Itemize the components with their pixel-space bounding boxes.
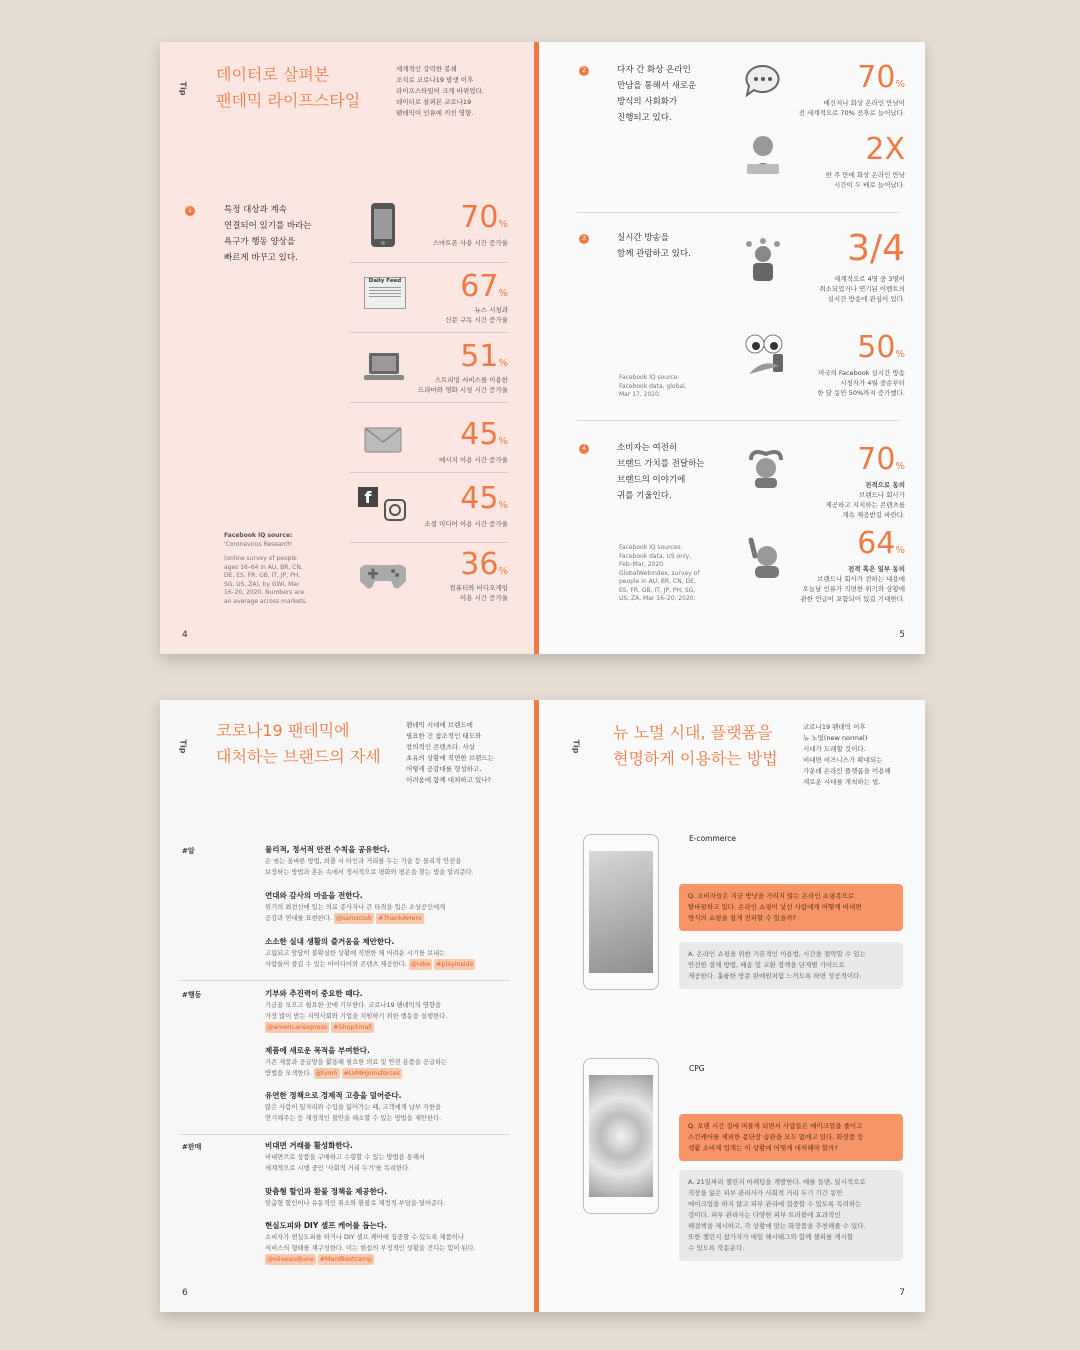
stat-value xyxy=(460,481,508,516)
video-call-person-icon xyxy=(745,132,781,176)
item-heading: 유연한 정책으로 경제적 고충을 덜어준다. xyxy=(265,1091,402,1100)
intro-line: 창의적인 콘텐츠다. 사상 xyxy=(406,743,475,751)
caption-line: 소셜 미디어 이용 시간 증가율 xyxy=(424,520,508,528)
item-text: 손 씻는 올바른 방법, 외출 시 타인과 거리를 두는 기술 등 물리적 안전을 xyxy=(265,858,462,865)
item-text: 세계적으로 시행 중인 '사회적 거리 두기'를 독려한다. xyxy=(265,1165,411,1172)
divider xyxy=(577,212,899,213)
stat-caption xyxy=(445,305,508,325)
item-heading: 비대면 거래를 활성화한다. xyxy=(265,1141,353,1150)
lead-line: 욕구가 행동 양상을 xyxy=(224,237,296,247)
caption-line: 계속 제공받길 바란다. xyxy=(842,511,905,519)
tip-label: Tip xyxy=(571,739,581,754)
intro-line: 가운데 온라인 플랫폼을 이용해 xyxy=(803,767,891,775)
case-label: E-commerce xyxy=(689,834,737,843)
item-text: 비대면으로 상품을 구매하고 수령할 수 있는 방법을 통해서 xyxy=(265,1154,425,1161)
answer-line: 메이크업을 하지 않고 피부 관리에 집중할 수 있도록 독려하는 xyxy=(688,1200,862,1208)
list-item xyxy=(265,1140,515,1174)
source-line: ES, FR, GB, IT, JP, PH, SG, xyxy=(619,586,696,594)
page-number: 7 xyxy=(899,1288,905,1298)
stat-row xyxy=(350,402,508,473)
source-line: (online survey of people xyxy=(224,555,297,562)
intro-line: 팬데믹이 인류에 끼친 영향. xyxy=(396,109,474,117)
hashtag-link[interactable]: @nike xyxy=(410,961,431,968)
divider xyxy=(577,420,899,421)
source-line: ages 16–64 in AU, BR, CN, xyxy=(224,563,303,571)
stat-number: 36 xyxy=(460,547,499,582)
title-line-2: 팬데믹 라이프스타일 xyxy=(216,91,361,110)
section-lead xyxy=(617,62,696,126)
stat-value xyxy=(460,269,508,304)
intro-text xyxy=(406,720,494,786)
caption-line: 컴퓨터와 비디오게임 xyxy=(449,584,508,592)
stat-unit: % xyxy=(498,500,508,511)
hashtag-link[interactable]: #ShopSmall xyxy=(333,1024,372,1031)
caption-line: 시간이 두 배로 늘어났다. xyxy=(833,181,905,189)
page-title xyxy=(613,720,778,772)
stat-value xyxy=(865,132,905,167)
stat-caption xyxy=(826,170,905,190)
gamepad-icon xyxy=(360,561,406,591)
answer-line: 안전한 결제 방법, 배송 및 교환 정책을 단계별 가이드로 xyxy=(688,961,845,969)
item-text: 연기해주는 등 재정적인 불안을 해소할 수 있는 방법을 제안한다. xyxy=(265,1115,442,1122)
caption-line: 한 주 만에 화상 온라인 만남 xyxy=(825,171,905,179)
lead-line: 다자 간 화상 온라인 xyxy=(617,65,691,75)
intro-line: 시대가 도래할 것이다. xyxy=(803,745,866,753)
item-heading: 물리적, 정서적 안전 수칙을 공유한다. xyxy=(265,845,390,854)
stat-unit: % xyxy=(498,566,508,577)
title-line-1: 코로나19 팬데믹에 xyxy=(216,721,350,740)
intro-line: 비대면 비즈니스가 확대되는 xyxy=(803,756,883,764)
item-text: 서비스의 형태를 재구성한다. 이는 현실의 부정적인 상황을 견디는 힘이 된다. xyxy=(265,1245,476,1252)
source-line: people in AU, BR, CN, DE, xyxy=(619,578,696,585)
top-spread xyxy=(160,42,925,654)
smartphone-icon xyxy=(370,202,396,248)
stat-number: 50 xyxy=(857,330,896,365)
section-number: 2 xyxy=(579,66,589,76)
title-line-1: 뉴 노멀 시대, 플랫폼을 xyxy=(613,723,773,742)
source-line: Feb–Mar, 2020. xyxy=(619,561,665,568)
stat-value xyxy=(460,339,508,374)
page-7 xyxy=(539,700,925,1312)
answer-line: 것이다. 피부 관리사는 다양한 피부 트러블에 효과적인 xyxy=(688,1211,841,1219)
social-media-icon xyxy=(358,487,378,507)
divider xyxy=(180,1134,510,1135)
source-note xyxy=(619,544,699,604)
stat-number: 45 xyxy=(460,481,499,516)
stat-value xyxy=(857,330,905,365)
stat-number: 45 xyxy=(460,417,499,452)
caption-line: 신문 구독 시간 증가율 xyxy=(445,316,508,324)
stat-row xyxy=(350,332,508,403)
stat-unit: % xyxy=(895,545,905,556)
source-note xyxy=(224,532,307,606)
stat-unit: % xyxy=(895,79,905,90)
lead-line: 귀를 기울인다. xyxy=(617,491,672,501)
answer-line: A. 21일짜리 챌린지 마케팅을 개발한다. 예를 들면, 일시적으로 xyxy=(688,1178,866,1186)
stat-unit: % xyxy=(895,349,905,360)
page-number: 4 xyxy=(182,630,188,640)
stat-caption xyxy=(433,238,508,248)
source-line: 'Coronavirus Research' xyxy=(224,540,293,548)
question-line: 탈바꿈하고 있다. 온라인 쇼핑이 낯선 사람에게 어떻게 비대면 xyxy=(688,903,862,911)
question-line: Q. 소비자들은 지금 방낭을 가리지 않는 온라인 쇼핑족으로 xyxy=(688,892,855,900)
stat-caption xyxy=(826,480,905,520)
source-line: Facebook data, global, xyxy=(619,382,687,390)
page-title xyxy=(216,718,381,770)
stat-number: 70 xyxy=(857,442,896,477)
section-number: 4 xyxy=(579,444,589,454)
envelope-icon xyxy=(364,427,402,453)
intro-text xyxy=(396,64,484,119)
newspaper-icon xyxy=(364,277,406,309)
page-title xyxy=(216,62,360,114)
intro-line: 데이터로 살펴본 코로나19 xyxy=(396,98,472,106)
page-number: 5 xyxy=(899,630,905,640)
list-item xyxy=(265,1220,515,1265)
page-number: 6 xyxy=(182,1288,188,1298)
stat-value xyxy=(847,228,905,269)
question-line: 방식의 쇼핑을 쉽게 전파할 수 있을까? xyxy=(688,914,796,922)
section-label: #행동 xyxy=(182,991,202,999)
stat-row xyxy=(350,192,508,262)
lead-line: 함께 관람하고 있다. xyxy=(617,249,691,259)
case-label: CPG xyxy=(689,1064,705,1073)
caption-line: 전 세계적으로 70% 전후로 늘어났다. xyxy=(798,109,905,117)
list-item xyxy=(265,988,515,1033)
intro-line: 코로나19 팬데믹 이후 xyxy=(803,723,866,731)
instagram-icon xyxy=(384,499,406,521)
item-text: 위기의 최전선에 있는 의료 종사자나 큰 타격을 입은 소상공인에게 xyxy=(265,904,446,911)
list-item xyxy=(265,890,515,924)
intro-text xyxy=(803,722,891,788)
caption-bold: 전적 혹은 일부 동의 xyxy=(847,565,905,573)
answer-line: 직장을 잃은 피부 관리사가 사회적 거리 두기 기간 동안 xyxy=(688,1189,843,1197)
stat-caption xyxy=(418,375,508,395)
section-lead xyxy=(224,202,312,266)
laptop-icon xyxy=(364,351,404,383)
lead-line: 방식의 사회화가 xyxy=(617,97,678,107)
answer-line: 또한 챌린지 참가자가 매일 해시태그와 함께 셀피를 게시할 xyxy=(688,1233,854,1241)
item-heading: 기부와 추진력이 중요한 때다. xyxy=(265,989,363,998)
list-item xyxy=(265,1090,515,1124)
caption-line: 스마트폰 사용 시간 증가율 xyxy=(432,239,508,247)
source-line: SG, US, ZA), by GWI, Mar xyxy=(224,580,300,588)
source-line: Facebook IQ source: xyxy=(224,532,293,539)
question-line: Q. 오랜 시간 집에 머물게 되면서 사람들은 메이크업을 줄이고 xyxy=(688,1122,863,1130)
intro-line: 새로운 시대를 개척하는 법. xyxy=(803,778,881,786)
stat-caption xyxy=(819,274,905,304)
answer-box xyxy=(679,942,903,989)
item-text: 소비자가 현실도피를 하거나 DIY 셀프 케어에 집중할 수 있도록 제품이나 xyxy=(265,1234,464,1241)
caption-line: 메시지 이용 시간 증가율 xyxy=(439,456,508,464)
intro-line: 초유의 상황에 직면한 브랜드는 xyxy=(406,754,494,762)
newspaper-label: Daily Feed xyxy=(368,278,402,284)
page-5 xyxy=(539,42,925,654)
source-line: Facebook IQ sources: xyxy=(619,544,683,551)
section-number: 3 xyxy=(579,234,589,244)
eyes-phone-icon xyxy=(743,330,787,376)
stat-number: 67 xyxy=(460,269,499,304)
question-line: 스킨케어를 제외한 몸단장 습관을 모두 없애고 있다. 화장품 등 xyxy=(688,1133,864,1141)
caption-line: 시청자가 4월 중순부터 xyxy=(840,379,905,387)
divider xyxy=(180,980,510,981)
stat-unit: % xyxy=(498,219,508,230)
page-6 xyxy=(160,700,539,1312)
caption-line: 메신저나 화상 온라인 만남이 xyxy=(823,99,905,107)
lead-line: 진행되고 있다. xyxy=(617,113,672,123)
source-line: Facebook IQ source: xyxy=(619,374,680,381)
section-label: #판매 xyxy=(182,1143,202,1151)
answer-line: 해결책을 제시하고, 각 상황에 맞는 화장품을 추천해줄 수 있다. xyxy=(688,1222,866,1230)
item-text: 기금을 모으고 필요한 곳에 기부한다. 코로나19 팬데믹의 영향을 xyxy=(265,1002,442,1009)
juggler-icon xyxy=(743,238,783,284)
stat-number: 70 xyxy=(857,60,896,95)
phone-mockup xyxy=(583,1058,659,1214)
caption-bold: 전적으로 동의 xyxy=(865,481,905,489)
answer-line: A. 온라인 쇼핑을 위한 기본적인 이용법, 시간을 절약할 수 있는 xyxy=(688,950,866,958)
caption-line: 미국의 Facebook 실시간 방송 xyxy=(818,369,905,377)
item-heading: 현실도피와 DIY 셀프 케어를 돕는다. xyxy=(265,1221,387,1230)
item-heading: 맞춤형 할인과 환불 정책을 제공한다. xyxy=(265,1187,387,1196)
section-lead xyxy=(617,230,691,262)
hashtag-link[interactable]: @lvmh xyxy=(315,1070,338,1077)
hashtag-link[interactable]: @oliveandjune xyxy=(267,1256,314,1263)
waving-person-icon xyxy=(745,536,785,580)
source-line: 16–20, 2020. Numbers are xyxy=(224,589,305,596)
caption-line: 취소되었거나 연기된 이벤트의 xyxy=(819,285,905,293)
item-text: 사람들이 즐길 수 있는 아이디어와 콘텐츠 제공한다. xyxy=(265,961,407,968)
stat-value xyxy=(460,547,508,582)
source-line: US, ZA, Mar 16–20, 2020. xyxy=(619,595,696,602)
stat-value xyxy=(857,60,905,95)
title-line-2: 대처하는 브랜드의 자세 xyxy=(216,747,381,766)
stat-caption xyxy=(449,583,508,603)
stat-unit: % xyxy=(498,358,508,369)
stat-caption xyxy=(424,519,508,529)
answer-line: 제공한다. 훌륭한 방문 판매원처럼 느끼도록 하면 성공적이다. xyxy=(688,972,862,980)
list-item xyxy=(265,936,515,970)
stat-value xyxy=(857,442,905,477)
chat-bubble-icon xyxy=(745,64,781,98)
intro-line: 어려움에 함께 대처하고 있나? xyxy=(406,776,491,784)
caption-line: 제공하고 지지하는 콘텐츠를 xyxy=(825,501,905,509)
question-box xyxy=(679,884,903,931)
stat-number: 70 xyxy=(460,200,499,235)
lead-line: 실시간 방송을 xyxy=(617,233,669,243)
lead-line: 만남을 통해서 새로운 xyxy=(617,81,697,91)
lead-line: 특정 대상과 계속 xyxy=(224,205,287,215)
section-label: #알 xyxy=(182,847,195,855)
stat-unit: % xyxy=(498,436,508,447)
intro-line: 조치로 코로나19 발생 이후 xyxy=(396,76,474,84)
item-text: 방법을 모색한다. xyxy=(265,1070,312,1077)
source-line: DE, ES, FR, GB, IT, JP, PH, xyxy=(224,572,301,579)
stat-caption xyxy=(799,98,905,118)
list-item xyxy=(265,844,515,878)
source-line: Facebook data, US only, xyxy=(619,552,692,560)
title-line-1: 데이터로 살펴본 xyxy=(216,65,330,84)
heart-hands-icon xyxy=(745,446,787,488)
hashtag-link[interactable]: #ManiBootcamp xyxy=(319,1256,372,1263)
caption-line: 브랜드나 회사가 전하는 내용에 xyxy=(817,575,905,583)
answer-box xyxy=(679,1170,903,1261)
item-text: 많은 사람이 일자리와 수입을 잃어가는 때, 고객에게 납부 기한을 xyxy=(265,1104,442,1111)
lead-line: 소비자는 여전히 xyxy=(617,443,678,453)
intro-line: 팬데믹 시대에 브랜드에 xyxy=(406,721,473,729)
item-text: 보장하는 방법과 혼돈 속에서 정서적으로 평화와 평온을 찾는 법을 알려준다. xyxy=(265,869,474,876)
intro-line: 라이프스타일이 크게 바뀌었다. xyxy=(396,87,484,95)
intro-line: 필요한 건 참조적인 태도와 xyxy=(406,732,482,740)
stat-row xyxy=(350,262,508,333)
stat-unit: % xyxy=(498,288,508,299)
caption-line: 관한 언급이 포함되어 있길 기대한다. xyxy=(800,595,905,603)
stat-value xyxy=(857,526,905,561)
stat-number: 3/4 xyxy=(847,228,905,269)
caption-line: 드라마와 영화 시청 시간 증가율 xyxy=(418,386,508,394)
lead-line: 빠르게 바꾸고 있다. xyxy=(224,253,298,263)
intro-line: 어떻게 공감대를 형성하고, xyxy=(406,765,482,773)
section-number: 1 xyxy=(185,206,195,216)
hashtag-link[interactable]: @samsclub xyxy=(335,915,372,922)
source-note xyxy=(619,374,687,400)
stat-row xyxy=(350,472,508,543)
stat-caption xyxy=(800,564,905,604)
source-line: an average across markets. xyxy=(224,597,308,605)
stat-caption xyxy=(439,455,508,465)
hashtag-link[interactable]: #playinside xyxy=(436,961,474,968)
bottom-spread xyxy=(160,700,925,1312)
stat-number: 64 xyxy=(857,526,896,561)
item-text: 고립되고 암담이 불확실한 상황에 직면한 채 어려운 시기를 보내는 xyxy=(265,950,446,957)
stat-value xyxy=(460,417,508,452)
item-heading: 소소한 실내 생활의 즐거움을 제안한다. xyxy=(265,937,395,946)
list-item xyxy=(265,1045,515,1079)
question-line: 생활 소비재 업계는 이 상황에 어떻게 대처해야 할까? xyxy=(688,1144,838,1152)
caption-line: 뉴스 시청과 xyxy=(474,306,508,314)
lead-line: 연결되어 있기를 바라는 xyxy=(224,221,312,231)
tip-label: Tip xyxy=(178,739,188,754)
hashtag-link[interactable]: #ThankAHero xyxy=(377,915,422,922)
stat-number: 51 xyxy=(460,339,499,374)
question-box xyxy=(679,1114,903,1161)
hashtag-link[interactable]: #LVMHjoinsforces xyxy=(343,1070,400,1077)
stat-number: 2X xyxy=(865,132,905,167)
caption-line: 오늘날 인류가 직면한 위기와 상황에 xyxy=(802,585,905,593)
caption-line: 실시간 방송에 관심이 있다. xyxy=(827,295,905,303)
item-text: 기존 제품과 공급망을 활용해 필요한 의료 및 안전 용품을 공급하는 xyxy=(265,1059,448,1066)
caption-line: 스트리밍 서비스를 이용한 xyxy=(434,376,508,384)
source-line: Mar 17, 2020. xyxy=(619,391,661,398)
caption-line: 이용 시간 증가율 xyxy=(459,594,508,602)
caption-line: 브랜드나 회사가 xyxy=(858,491,905,499)
list-item xyxy=(265,1186,515,1209)
page-4 xyxy=(160,42,539,654)
stat-value xyxy=(460,200,508,235)
facebook-icon: f xyxy=(358,487,378,507)
lead-line: 브랜드의 이야기에 xyxy=(617,475,686,485)
intro-line: 뉴 노멀(new normal) xyxy=(803,734,868,742)
stat-row xyxy=(350,542,508,623)
title-line-2: 현명하게 이용하는 방법 xyxy=(613,749,778,768)
caption-line: 한 달 동안 50%까지 증가했다. xyxy=(817,389,905,397)
lead-line: 브랜드 가치를 전달하는 xyxy=(617,459,705,469)
item-text: 공감과 연대를 표현한다. xyxy=(265,915,332,922)
tip-label: Tip xyxy=(178,81,188,96)
item-heading: 연대와 감사의 마음을 전한다. xyxy=(265,891,363,900)
item-heading: 제품에 새로운 목적을 부여한다. xyxy=(265,1046,370,1055)
hashtag-link[interactable]: @americanexpress xyxy=(267,1024,328,1031)
item-text: 맞춤형 할인이나 유동적인 취소와 환불로 재정적 부담을 덜어준다. xyxy=(265,1200,446,1207)
item-text: 가장 많이 받는 지역사회와 기업을 지원하기 위한 행동을 실행한다. xyxy=(265,1013,448,1020)
source-line: GlobalWebIndex, survey of xyxy=(619,569,700,577)
caption-line: 세계적으로 4명 중 3명이 xyxy=(834,275,905,283)
answer-line: 수 있도록 북돋운다. xyxy=(688,1244,745,1252)
intro-line: 세계적인 강력한 봉쇄 xyxy=(396,65,457,73)
stat-caption xyxy=(817,368,905,398)
phone-mockup xyxy=(583,834,659,990)
stat-unit: % xyxy=(895,461,905,472)
section-lead xyxy=(617,440,705,504)
